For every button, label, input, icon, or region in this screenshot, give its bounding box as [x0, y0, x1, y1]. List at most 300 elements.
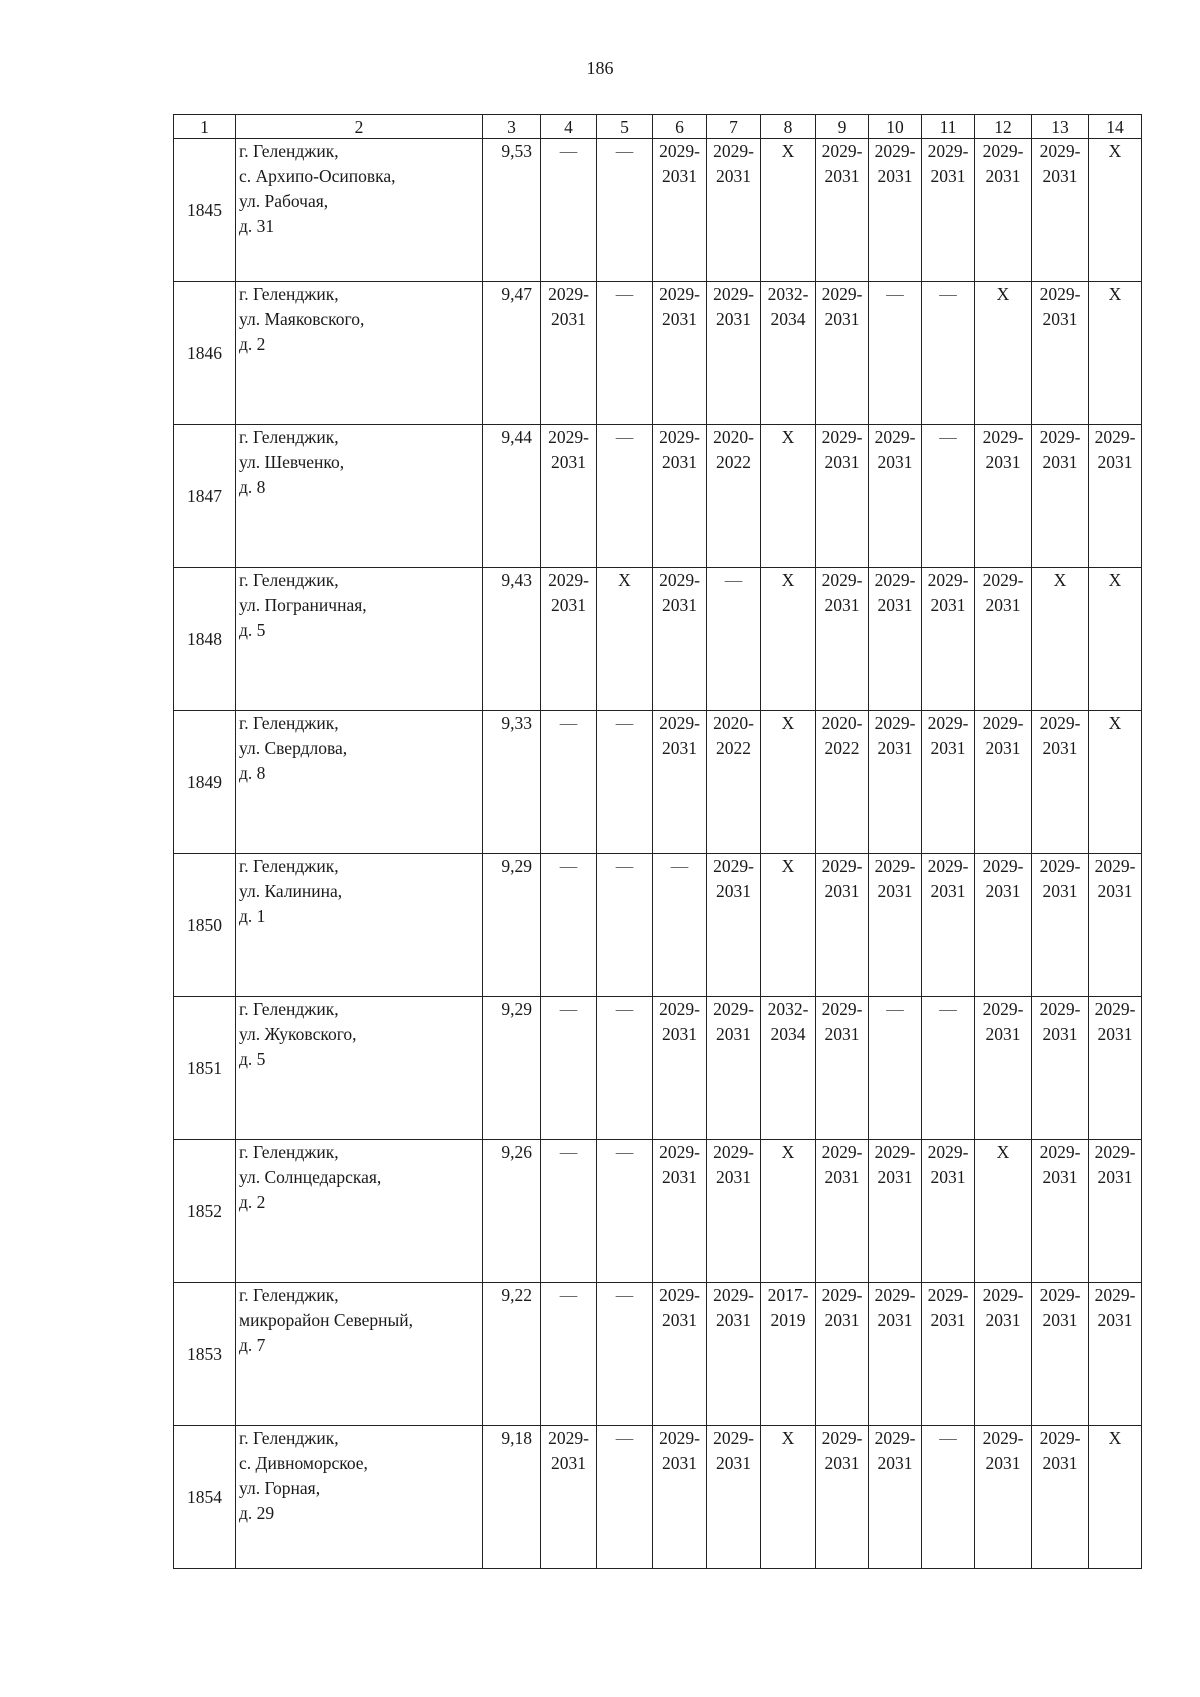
period-cell	[597, 282, 653, 425]
period-cell	[707, 854, 761, 997]
period-cell	[1032, 139, 1089, 282]
address-cell	[236, 139, 483, 282]
period-cell-text: 2029- 2031	[982, 427, 1024, 472]
period-cell	[816, 568, 869, 711]
period-cell	[869, 282, 922, 425]
period-cell	[922, 997, 975, 1140]
period-cell	[707, 1283, 761, 1426]
column-header: 3	[483, 115, 541, 139]
period-cell-text: 2029- 2031	[1094, 427, 1136, 472]
period-cell	[653, 282, 707, 425]
address-cell-text: г. Геленджик, ул. Жуковского, д. 5	[239, 999, 357, 1069]
period-cell	[1032, 425, 1089, 568]
period-cell-text: 2029- 2031	[659, 713, 700, 758]
period-cell	[869, 425, 922, 568]
period-cell	[922, 282, 975, 425]
address-cell-text: г. Геленджик, с. Дивноморское, ул. Горная, д. 29	[239, 1428, 368, 1523]
value-cell-text: 9,18	[501, 1428, 532, 1448]
period-cell	[707, 568, 761, 711]
table-row	[174, 425, 1142, 568]
period-cell	[816, 425, 869, 568]
period-cell	[816, 854, 869, 997]
value-cell-text: 9,33	[501, 713, 532, 733]
value-cell-text: 9,29	[501, 999, 532, 1019]
period-cell-text: —	[615, 141, 634, 161]
period-cell-text: 2029- 2031	[1039, 141, 1081, 186]
value-cell-text: 9,44	[501, 427, 532, 447]
period-cell	[816, 711, 869, 854]
period-cell	[1089, 1140, 1142, 1283]
period-cell-text: 2029- 2031	[874, 570, 916, 615]
period-cell-text: 2029- 2031	[713, 1142, 754, 1187]
period-cell	[761, 711, 816, 854]
row-number-text: 1854	[187, 1486, 222, 1507]
period-cell-text: 2029- 2031	[874, 1285, 916, 1330]
period-cell	[761, 282, 816, 425]
address-cell-text: г. Геленджик, ул. Шевченко, д. 8	[239, 427, 345, 497]
period-cell	[922, 1283, 975, 1426]
address-cell-text: г. Геленджик, ул. Калинина, д. 1	[239, 856, 343, 926]
value-cell	[483, 568, 541, 711]
period-cell-text: 2029- 2031	[713, 1285, 754, 1330]
period-cell	[1089, 711, 1142, 854]
period-cell	[597, 1140, 653, 1283]
period-cell-text: Х	[618, 570, 631, 590]
period-cell	[922, 568, 975, 711]
period-cell	[1032, 711, 1089, 854]
period-cell-text: —	[615, 713, 634, 733]
address-cell	[236, 711, 483, 854]
period-cell	[1032, 282, 1089, 425]
period-cell	[869, 1426, 922, 1569]
period-cell	[653, 1283, 707, 1426]
column-header: 7	[707, 115, 761, 139]
period-cell-text: 2029- 2031	[874, 1428, 916, 1473]
period-cell	[816, 1283, 869, 1426]
period-cell-text: Х	[1108, 713, 1122, 733]
period-cell	[597, 425, 653, 568]
period-cell-text: 2020- 2022	[713, 713, 754, 758]
period-cell	[653, 854, 707, 997]
period-cell-text: 2032- 2034	[767, 999, 809, 1044]
period-cell	[975, 1283, 1032, 1426]
period-cell-text: 2029- 2031	[1094, 1285, 1136, 1330]
period-cell	[541, 1140, 597, 1283]
period-cell	[653, 139, 707, 282]
period-cell	[975, 139, 1032, 282]
period-cell-text: Х	[1108, 141, 1122, 161]
period-cell-text: 2029- 2031	[982, 1285, 1024, 1330]
period-cell-text: 2029- 2031	[1039, 1428, 1081, 1473]
period-cell-text: 2017- 2019	[767, 1285, 809, 1330]
period-cell	[541, 1426, 597, 1569]
period-cell	[761, 1140, 816, 1283]
row-number-text: 1850	[187, 914, 222, 935]
period-cell	[1089, 854, 1142, 997]
period-cell-text: 2032- 2034	[767, 284, 809, 329]
period-cell-text: 2029- 2031	[982, 1428, 1024, 1473]
period-cell-text: —	[939, 999, 957, 1019]
period-cell-text: 2029- 2031	[659, 1428, 700, 1473]
period-cell-text: —	[559, 1142, 578, 1162]
period-cell-text: 2029- 2031	[982, 856, 1024, 901]
period-cell-text: 2029- 2031	[982, 570, 1024, 615]
period-cell	[922, 1426, 975, 1569]
period-cell	[597, 854, 653, 997]
period-cell-text: 2020- 2022	[821, 713, 863, 758]
period-cell-text: 2029- 2031	[874, 856, 916, 901]
address-cell-text: г. Геленджик, ул. Маяковского, д. 2	[239, 284, 365, 354]
address-cell	[236, 854, 483, 997]
period-cell	[707, 1140, 761, 1283]
period-cell-text: —	[559, 713, 578, 733]
column-header: 10	[869, 115, 922, 139]
value-cell	[483, 425, 541, 568]
period-cell-text: 2029- 2031	[982, 713, 1024, 758]
period-cell-text: —	[559, 141, 578, 161]
address-cell	[236, 1426, 483, 1569]
period-cell	[975, 425, 1032, 568]
address-cell-text: г. Геленджик, ул. Пограничная, д. 5	[239, 570, 367, 640]
period-cell	[597, 997, 653, 1140]
period-cell	[1032, 854, 1089, 997]
period-cell	[1032, 1140, 1089, 1283]
period-cell-text: 2029- 2031	[659, 427, 700, 472]
period-cell-text: —	[724, 570, 743, 590]
period-cell-text: 2029- 2031	[982, 141, 1024, 186]
period-cell	[707, 1426, 761, 1569]
address-cell-text: г. Геленджик, с. Архипо-Осиповка, ул. Рабочая, д. 31	[239, 141, 396, 236]
period-cell	[761, 425, 816, 568]
period-cell	[869, 568, 922, 711]
period-cell-text: 2029- 2031	[713, 856, 754, 901]
period-cell-text: —	[615, 1142, 634, 1162]
period-cell-text: 2029- 2031	[1039, 713, 1081, 758]
period-cell-text: —	[615, 427, 634, 447]
period-cell	[761, 568, 816, 711]
period-cell	[869, 854, 922, 997]
value-cell	[483, 854, 541, 997]
period-cell-text: —	[615, 284, 634, 304]
period-cell	[597, 139, 653, 282]
row-number-text: 1846	[187, 342, 222, 363]
period-cell	[707, 425, 761, 568]
period-cell	[869, 1283, 922, 1426]
address-cell-text: г. Геленджик, ул. Солнцедарская, д. 2	[239, 1142, 382, 1212]
period-cell-text: 2029- 2031	[659, 1142, 700, 1187]
address-cell	[236, 568, 483, 711]
column-header: 2	[236, 115, 483, 139]
period-cell-text: 2029- 2031	[927, 713, 969, 758]
period-cell	[816, 1140, 869, 1283]
period-cell-text: —	[615, 999, 634, 1019]
period-cell-text: —	[559, 856, 578, 876]
value-cell	[483, 1426, 541, 1569]
table-row	[174, 854, 1142, 997]
period-cell	[1032, 1283, 1089, 1426]
row-number	[174, 711, 236, 854]
address-cell	[236, 997, 483, 1140]
period-cell-text: 2029- 2031	[821, 284, 863, 329]
period-cell-text: 2029- 2031	[548, 570, 589, 615]
address-cell	[236, 1140, 483, 1283]
period-cell	[707, 282, 761, 425]
period-cell	[1089, 425, 1142, 568]
row-number	[174, 425, 236, 568]
period-cell-text: Х	[1108, 1428, 1122, 1448]
period-cell	[541, 854, 597, 997]
period-cell-text: —	[886, 284, 904, 304]
period-cell	[975, 711, 1032, 854]
row-number	[174, 568, 236, 711]
table-row	[174, 1426, 1142, 1569]
period-cell	[1089, 997, 1142, 1140]
value-cell-text: 9,53	[501, 141, 532, 161]
period-cell-text: 2029- 2031	[1039, 1142, 1081, 1187]
column-header: 11	[922, 115, 975, 139]
row-number	[174, 997, 236, 1140]
row-number	[174, 139, 236, 282]
column-header: 9	[816, 115, 869, 139]
period-cell	[761, 139, 816, 282]
column-header: 8	[761, 115, 816, 139]
period-cell	[653, 711, 707, 854]
table-row	[174, 1140, 1142, 1283]
period-cell	[922, 711, 975, 854]
period-cell	[541, 1283, 597, 1426]
period-cell-text: —	[939, 284, 957, 304]
value-cell	[483, 282, 541, 425]
period-cell-text: 2029- 2031	[659, 999, 700, 1044]
row-number-text: 1845	[187, 199, 222, 220]
period-cell	[541, 425, 597, 568]
period-cell-text: Х	[1108, 570, 1122, 590]
period-cell	[1089, 282, 1142, 425]
period-cell-text: 2029- 2031	[1039, 999, 1081, 1044]
period-cell-text: 2029- 2031	[1094, 856, 1136, 901]
period-cell-text: 2020- 2022	[713, 427, 754, 472]
period-cell	[975, 854, 1032, 997]
period-cell	[869, 711, 922, 854]
table-row	[174, 282, 1142, 425]
column-header: 5	[597, 115, 653, 139]
period-cell-text: 2029- 2031	[927, 570, 969, 615]
period-cell	[975, 568, 1032, 711]
period-cell	[816, 1426, 869, 1569]
period-cell	[869, 1140, 922, 1283]
page-number: 186	[586, 58, 614, 78]
period-cell	[1032, 997, 1089, 1140]
period-cell-text: 2029- 2031	[1094, 999, 1136, 1044]
period-cell	[707, 711, 761, 854]
row-number-text: 1853	[187, 1343, 222, 1364]
column-header: 1	[174, 115, 236, 139]
period-cell-text: Х	[781, 713, 795, 733]
address-cell-text: г. Геленджик, микрорайон Северный, д. 7	[239, 1285, 414, 1355]
period-cell-text: 2029- 2031	[821, 1142, 863, 1187]
period-cell-text: Х	[781, 570, 795, 590]
period-cell-text: 2029- 2031	[874, 141, 916, 186]
period-cell	[653, 425, 707, 568]
period-cell-text: 2029- 2031	[713, 1428, 754, 1473]
period-cell	[761, 1426, 816, 1569]
value-cell	[483, 1283, 541, 1426]
column-header: 12	[975, 115, 1032, 139]
period-cell-text: —	[615, 856, 634, 876]
period-cell	[597, 1426, 653, 1569]
period-cell	[1032, 568, 1089, 711]
period-cell	[653, 1140, 707, 1283]
value-cell-text: 9,43	[501, 570, 532, 590]
period-cell-text: —	[670, 856, 689, 876]
value-cell	[483, 139, 541, 282]
period-cell-text: 2029- 2031	[713, 284, 754, 329]
row-number	[174, 282, 236, 425]
period-cell-text: 2029- 2031	[1039, 284, 1081, 329]
period-cell	[597, 568, 653, 711]
table-row	[174, 1283, 1142, 1426]
value-cell-text: 9,26	[501, 1142, 532, 1162]
period-cell	[816, 139, 869, 282]
period-cell-text: 2029- 2031	[548, 427, 589, 472]
period-cell-text: Х	[781, 856, 795, 876]
period-cell	[869, 139, 922, 282]
address-cell-text: г. Геленджик, ул. Свердлова, д. 8	[239, 713, 348, 783]
period-cell-text: 2029- 2031	[821, 999, 863, 1044]
period-cell	[922, 854, 975, 997]
address-cell	[236, 1283, 483, 1426]
period-cell	[653, 997, 707, 1140]
period-cell	[761, 854, 816, 997]
period-cell-text: 2029- 2031	[1094, 1142, 1136, 1187]
address-cell	[236, 425, 483, 568]
period-cell-text: —	[939, 427, 957, 447]
header-row	[174, 115, 1142, 139]
period-cell-text: 2029- 2031	[927, 1142, 969, 1187]
period-cell	[541, 282, 597, 425]
period-cell	[761, 997, 816, 1140]
period-cell	[597, 711, 653, 854]
period-cell-text: 2029- 2031	[927, 856, 969, 901]
period-cell-text: Х	[1108, 284, 1122, 304]
data-table	[173, 114, 1142, 1569]
address-cell	[236, 282, 483, 425]
period-cell-text: 2029- 2031	[659, 570, 700, 615]
period-cell-text: 2029- 2031	[713, 999, 754, 1044]
row-number-text: 1852	[187, 1200, 222, 1221]
period-cell	[707, 997, 761, 1140]
period-cell	[541, 568, 597, 711]
period-cell	[1089, 139, 1142, 282]
table-row	[174, 711, 1142, 854]
row-number-text: 1849	[187, 771, 222, 792]
period-cell-text: 2029- 2031	[548, 1428, 589, 1473]
period-cell-text: —	[559, 999, 578, 1019]
value-cell-text: 9,47	[501, 284, 532, 304]
period-cell	[653, 1426, 707, 1569]
period-cell	[541, 997, 597, 1140]
period-cell-text: Х	[1053, 570, 1067, 590]
column-header: 4	[541, 115, 597, 139]
row-number	[174, 1140, 236, 1283]
period-cell-text: 2029- 2031	[1039, 427, 1081, 472]
column-header: 13	[1032, 115, 1089, 139]
period-cell-text: 2029- 2031	[659, 1285, 700, 1330]
row-number-text: 1847	[187, 485, 222, 506]
period-cell-text: 2029- 2031	[713, 141, 754, 186]
period-cell	[597, 1283, 653, 1426]
period-cell-text: —	[939, 1428, 957, 1448]
period-cell-text: 2029- 2031	[821, 427, 863, 472]
table-row	[174, 568, 1142, 711]
period-cell	[541, 139, 597, 282]
period-cell-text: 2029- 2031	[982, 999, 1024, 1044]
period-cell-text: Х	[781, 141, 795, 161]
period-cell-text: 2029- 2031	[1039, 1285, 1081, 1330]
value-cell-text: 9,22	[501, 1285, 532, 1305]
row-number	[174, 1426, 236, 1569]
period-cell	[761, 1283, 816, 1426]
period-cell-text: —	[615, 1428, 634, 1448]
period-cell	[922, 425, 975, 568]
period-cell-text: Х	[781, 427, 795, 447]
period-cell	[541, 711, 597, 854]
table-row	[174, 139, 1142, 282]
period-cell	[1089, 1426, 1142, 1569]
period-cell	[816, 997, 869, 1140]
value-cell	[483, 711, 541, 854]
period-cell-text: 2029- 2031	[927, 1285, 969, 1330]
period-cell-text: —	[886, 999, 904, 1019]
period-cell-text: —	[615, 1285, 634, 1305]
period-cell-text: Х	[996, 1142, 1010, 1162]
period-cell-text: Х	[781, 1428, 795, 1448]
value-cell	[483, 997, 541, 1140]
period-cell-text: 2029- 2031	[659, 141, 700, 186]
period-cell-text: Х	[996, 284, 1010, 304]
period-cell	[922, 1140, 975, 1283]
period-cell	[1089, 1283, 1142, 1426]
period-cell-text: 2029- 2031	[874, 713, 916, 758]
period-cell-text: 2029- 2031	[821, 570, 863, 615]
row-number	[174, 1283, 236, 1426]
period-cell-text: 2029- 2031	[659, 284, 700, 329]
period-cell-text: 2029- 2031	[821, 856, 863, 901]
period-cell	[975, 997, 1032, 1140]
period-cell	[816, 282, 869, 425]
period-cell	[1032, 1426, 1089, 1569]
period-cell	[922, 139, 975, 282]
period-cell-text: —	[559, 1285, 578, 1305]
period-cell	[707, 139, 761, 282]
row-number-text: 1848	[187, 628, 222, 649]
row-number	[174, 854, 236, 997]
row-number-text: 1851	[187, 1057, 222, 1078]
period-cell	[975, 282, 1032, 425]
period-cell-text: 2029- 2031	[821, 141, 863, 186]
period-cell-text: 2029- 2031	[548, 284, 589, 329]
period-cell-text: 2029- 2031	[821, 1285, 863, 1330]
period-cell-text: Х	[781, 1142, 795, 1162]
value-cell-text: 9,29	[501, 856, 532, 876]
period-cell-text: 2029- 2031	[874, 1142, 916, 1187]
period-cell-text: 2029- 2031	[874, 427, 916, 472]
period-cell	[975, 1140, 1032, 1283]
period-cell-text: 2029- 2031	[927, 141, 969, 186]
period-cell	[869, 997, 922, 1140]
column-header: 14	[1089, 115, 1142, 139]
period-cell-text: 2029- 2031	[821, 1428, 863, 1473]
